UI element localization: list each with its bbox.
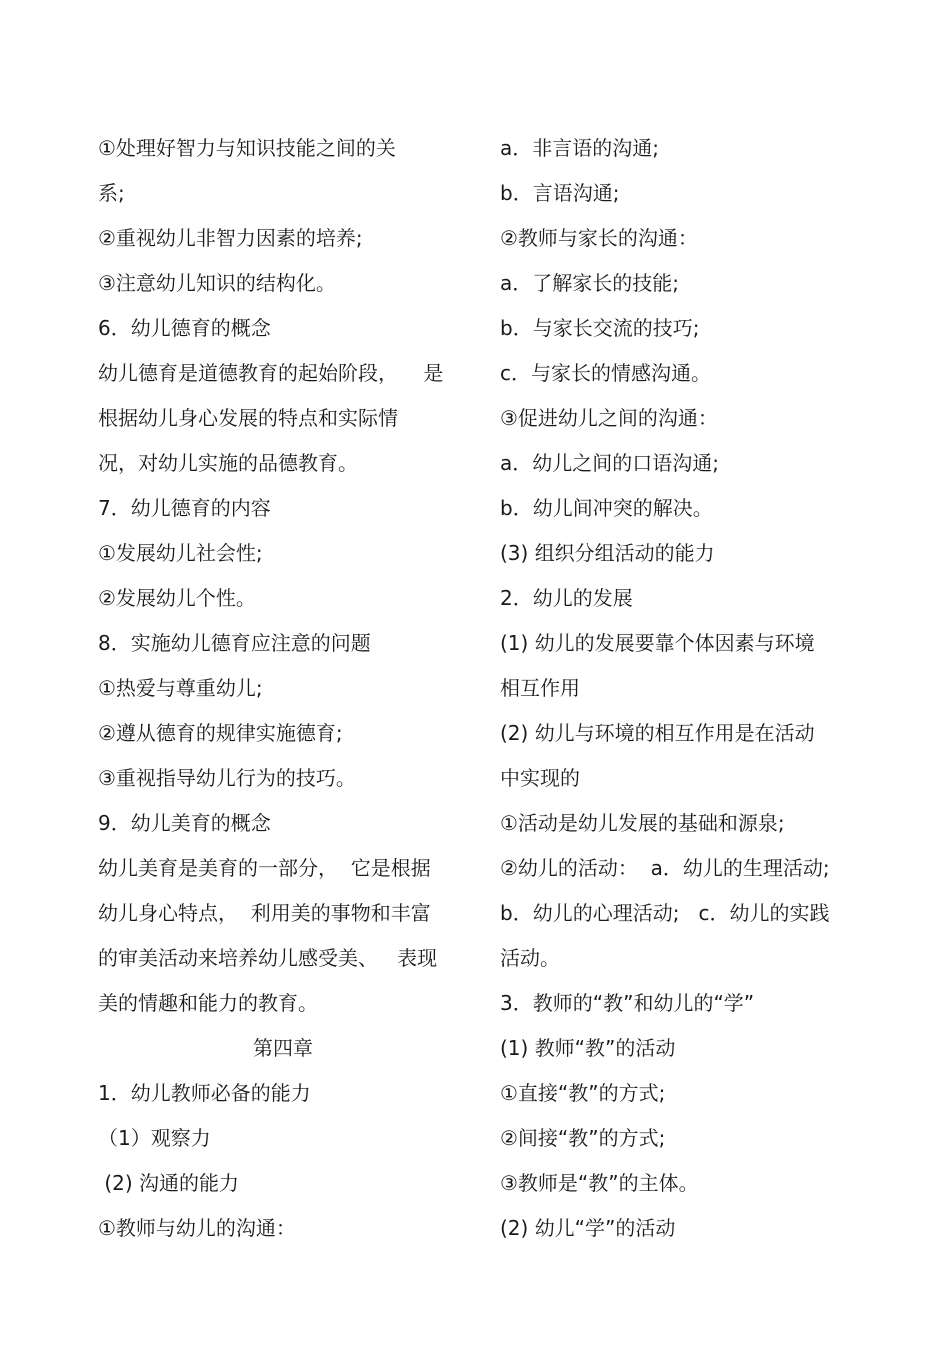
left-column	[98, 128, 468, 1253]
text-line: ①直接“教”的方式;	[500, 1081, 666, 1105]
chapter-title: 第四章	[253, 1036, 313, 1060]
text-line: ③注意幼儿知识的结构化。	[98, 271, 336, 295]
text-line: c．与家长的情感沟通。	[500, 361, 711, 385]
text-line: a．幼儿之间的口语沟通;	[500, 451, 719, 475]
text-line: ②重视幼儿非智力因素的培养;	[98, 226, 363, 250]
text-line: 幼儿身心特点， 利用美的事物和丰富	[98, 901, 431, 925]
text-line: 中实现的	[500, 766, 580, 790]
text-line: ②教师与家长的沟通：	[500, 226, 698, 250]
text-line: ①活动是幼儿发展的基础和源泉;	[500, 811, 785, 835]
text-line: a．非言语的沟通;	[500, 136, 659, 160]
text-line: ②发展幼儿个性。	[98, 586, 256, 610]
text-line: b．幼儿的心理活动; c．幼儿的实践	[500, 901, 830, 925]
text-line: b．幼儿间冲突的解决。	[500, 496, 713, 520]
text-line: ②遵从德育的规律实施德育;	[98, 721, 343, 745]
text-line: 相互作用	[500, 676, 580, 700]
text-line: 况，对幼儿实施的品德教育。	[98, 451, 358, 475]
section-heading: 2．幼儿的发展	[500, 586, 633, 610]
text-line: ③教师是“教”的主体。	[500, 1171, 699, 1195]
text-line: (2) 幼儿“学”的活动	[500, 1216, 676, 1240]
text-line: （1）观察力	[98, 1126, 211, 1150]
text-line: (2) 幼儿与环境的相互作用是在活动	[500, 721, 815, 745]
text-line: a．了解家长的技能;	[500, 271, 679, 295]
text-line: ①教师与幼儿的沟通：	[98, 1216, 296, 1240]
text-line: b．言语沟通;	[500, 181, 620, 205]
text-line: (1) 教师“教”的活动	[500, 1036, 676, 1060]
section-heading: 1．幼儿教师必备的能力	[98, 1081, 311, 1105]
text-line: ①处理好智力与知识技能之间的关	[98, 136, 396, 160]
section-heading: 9．幼儿美育的概念	[98, 811, 271, 835]
text-line: 幼儿美育是美育的一部分， 它是根据	[98, 856, 431, 880]
text-line: (3) 组织分组活动的能力	[500, 541, 715, 565]
text-line: ③重视指导幼儿行为的技巧。	[98, 766, 356, 790]
right-column	[500, 128, 860, 1253]
text-line: 幼儿德育是道德教育的起始阶段， 是	[98, 361, 444, 385]
text-line: ①热爱与尊重幼儿;	[98, 676, 263, 700]
text-line: ②间接“教”的方式;	[500, 1126, 666, 1150]
text-line: (1) 幼儿的发展要靠个体因素与环境	[500, 631, 815, 655]
text-line: ②幼儿的活动： a．幼儿的生理活动;	[500, 856, 830, 880]
section-heading: 3．教师的“教”和幼儿的“学”	[500, 991, 755, 1015]
text-line: ③促进幼儿之间的沟通：	[500, 406, 718, 430]
section-heading: 7．幼儿德育的内容	[98, 496, 271, 520]
text-line: 活动。	[500, 946, 560, 970]
text-line: 的审美活动来培养幼儿感受美、 表现	[98, 946, 438, 970]
text-line: 美的情趣和能力的教育。	[98, 991, 318, 1015]
text-line: b．与家长交流的技巧;	[500, 316, 700, 340]
section-heading: 6．幼儿德育的概念	[98, 316, 271, 340]
text-line: 系;	[98, 181, 125, 205]
text-line: 根据幼儿身心发展的特点和实际情	[98, 406, 398, 430]
text-line: ①发展幼儿社会性;	[98, 541, 263, 565]
section-heading: 8．实施幼儿德育应注意的问题	[98, 631, 371, 655]
text-line: (2) 沟通的能力	[98, 1171, 240, 1195]
